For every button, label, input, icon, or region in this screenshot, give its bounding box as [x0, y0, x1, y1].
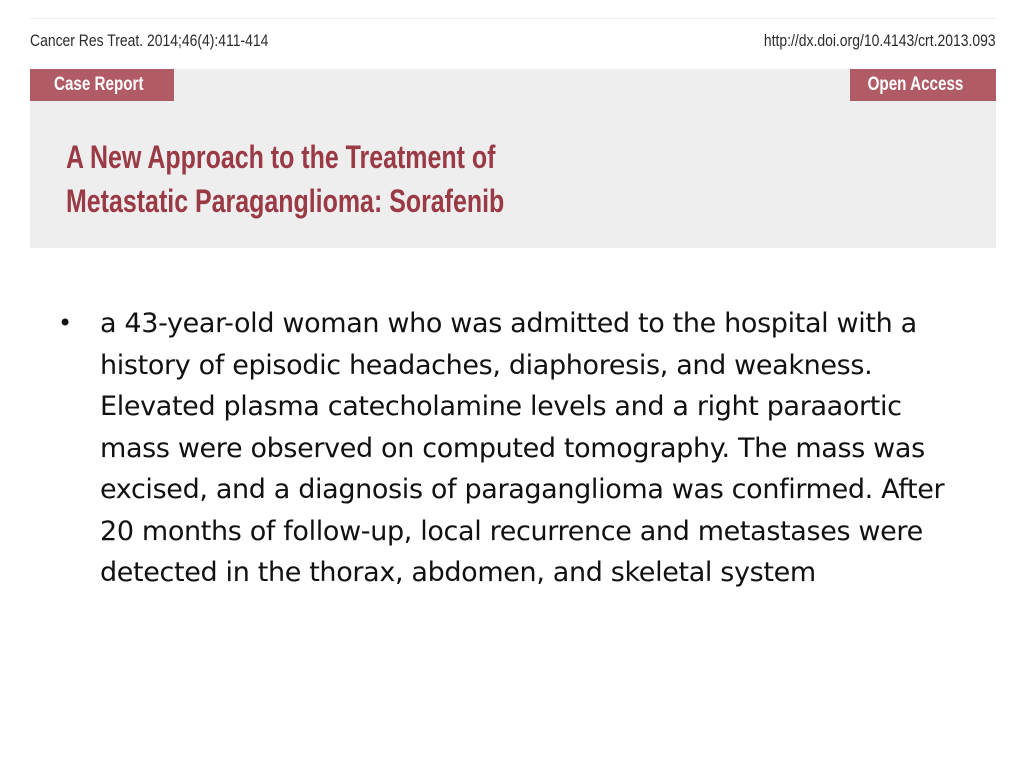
case-report-label: Case Report: [54, 74, 144, 95]
case-description-text: a 43-year-old woman who was admitted to the hospital with a history of episodic headaches, diaphoresis, and weakness. Elevated plasma catecholamine levels and a right paraaortic mass were observed on computed tomography. The mass was excised, and a diagnosis of paraganglioma was confirmed. After 20 months of follow-up, local recurrence and metastases were detected in the thorax, abdomen, and skeletal system: [100, 308, 945, 588]
case-report-badge: [30, 69, 174, 101]
article-title-line-2: Metastatic Paraganglioma: Sorafenib: [66, 183, 505, 219]
article-title: [66, 135, 504, 223]
journal-header-image: [30, 18, 996, 248]
journal-citation: Cancer Res Treat. 2014;46(4):411-414: [30, 31, 269, 50]
title-band: [30, 69, 996, 248]
article-title-line-1: A New Approach to the Treatment of: [66, 139, 496, 175]
citation-bar: [30, 18, 996, 67]
bullet-item: [56, 303, 966, 594]
open-access-label: Open Access: [867, 74, 964, 95]
doi-link: http://dx.doi.org/10.4143/crt.2013.093: [764, 31, 996, 50]
bullet-list: [56, 303, 966, 594]
open-access-badge: [850, 69, 996, 101]
bullet-marker: •: [58, 309, 73, 337]
